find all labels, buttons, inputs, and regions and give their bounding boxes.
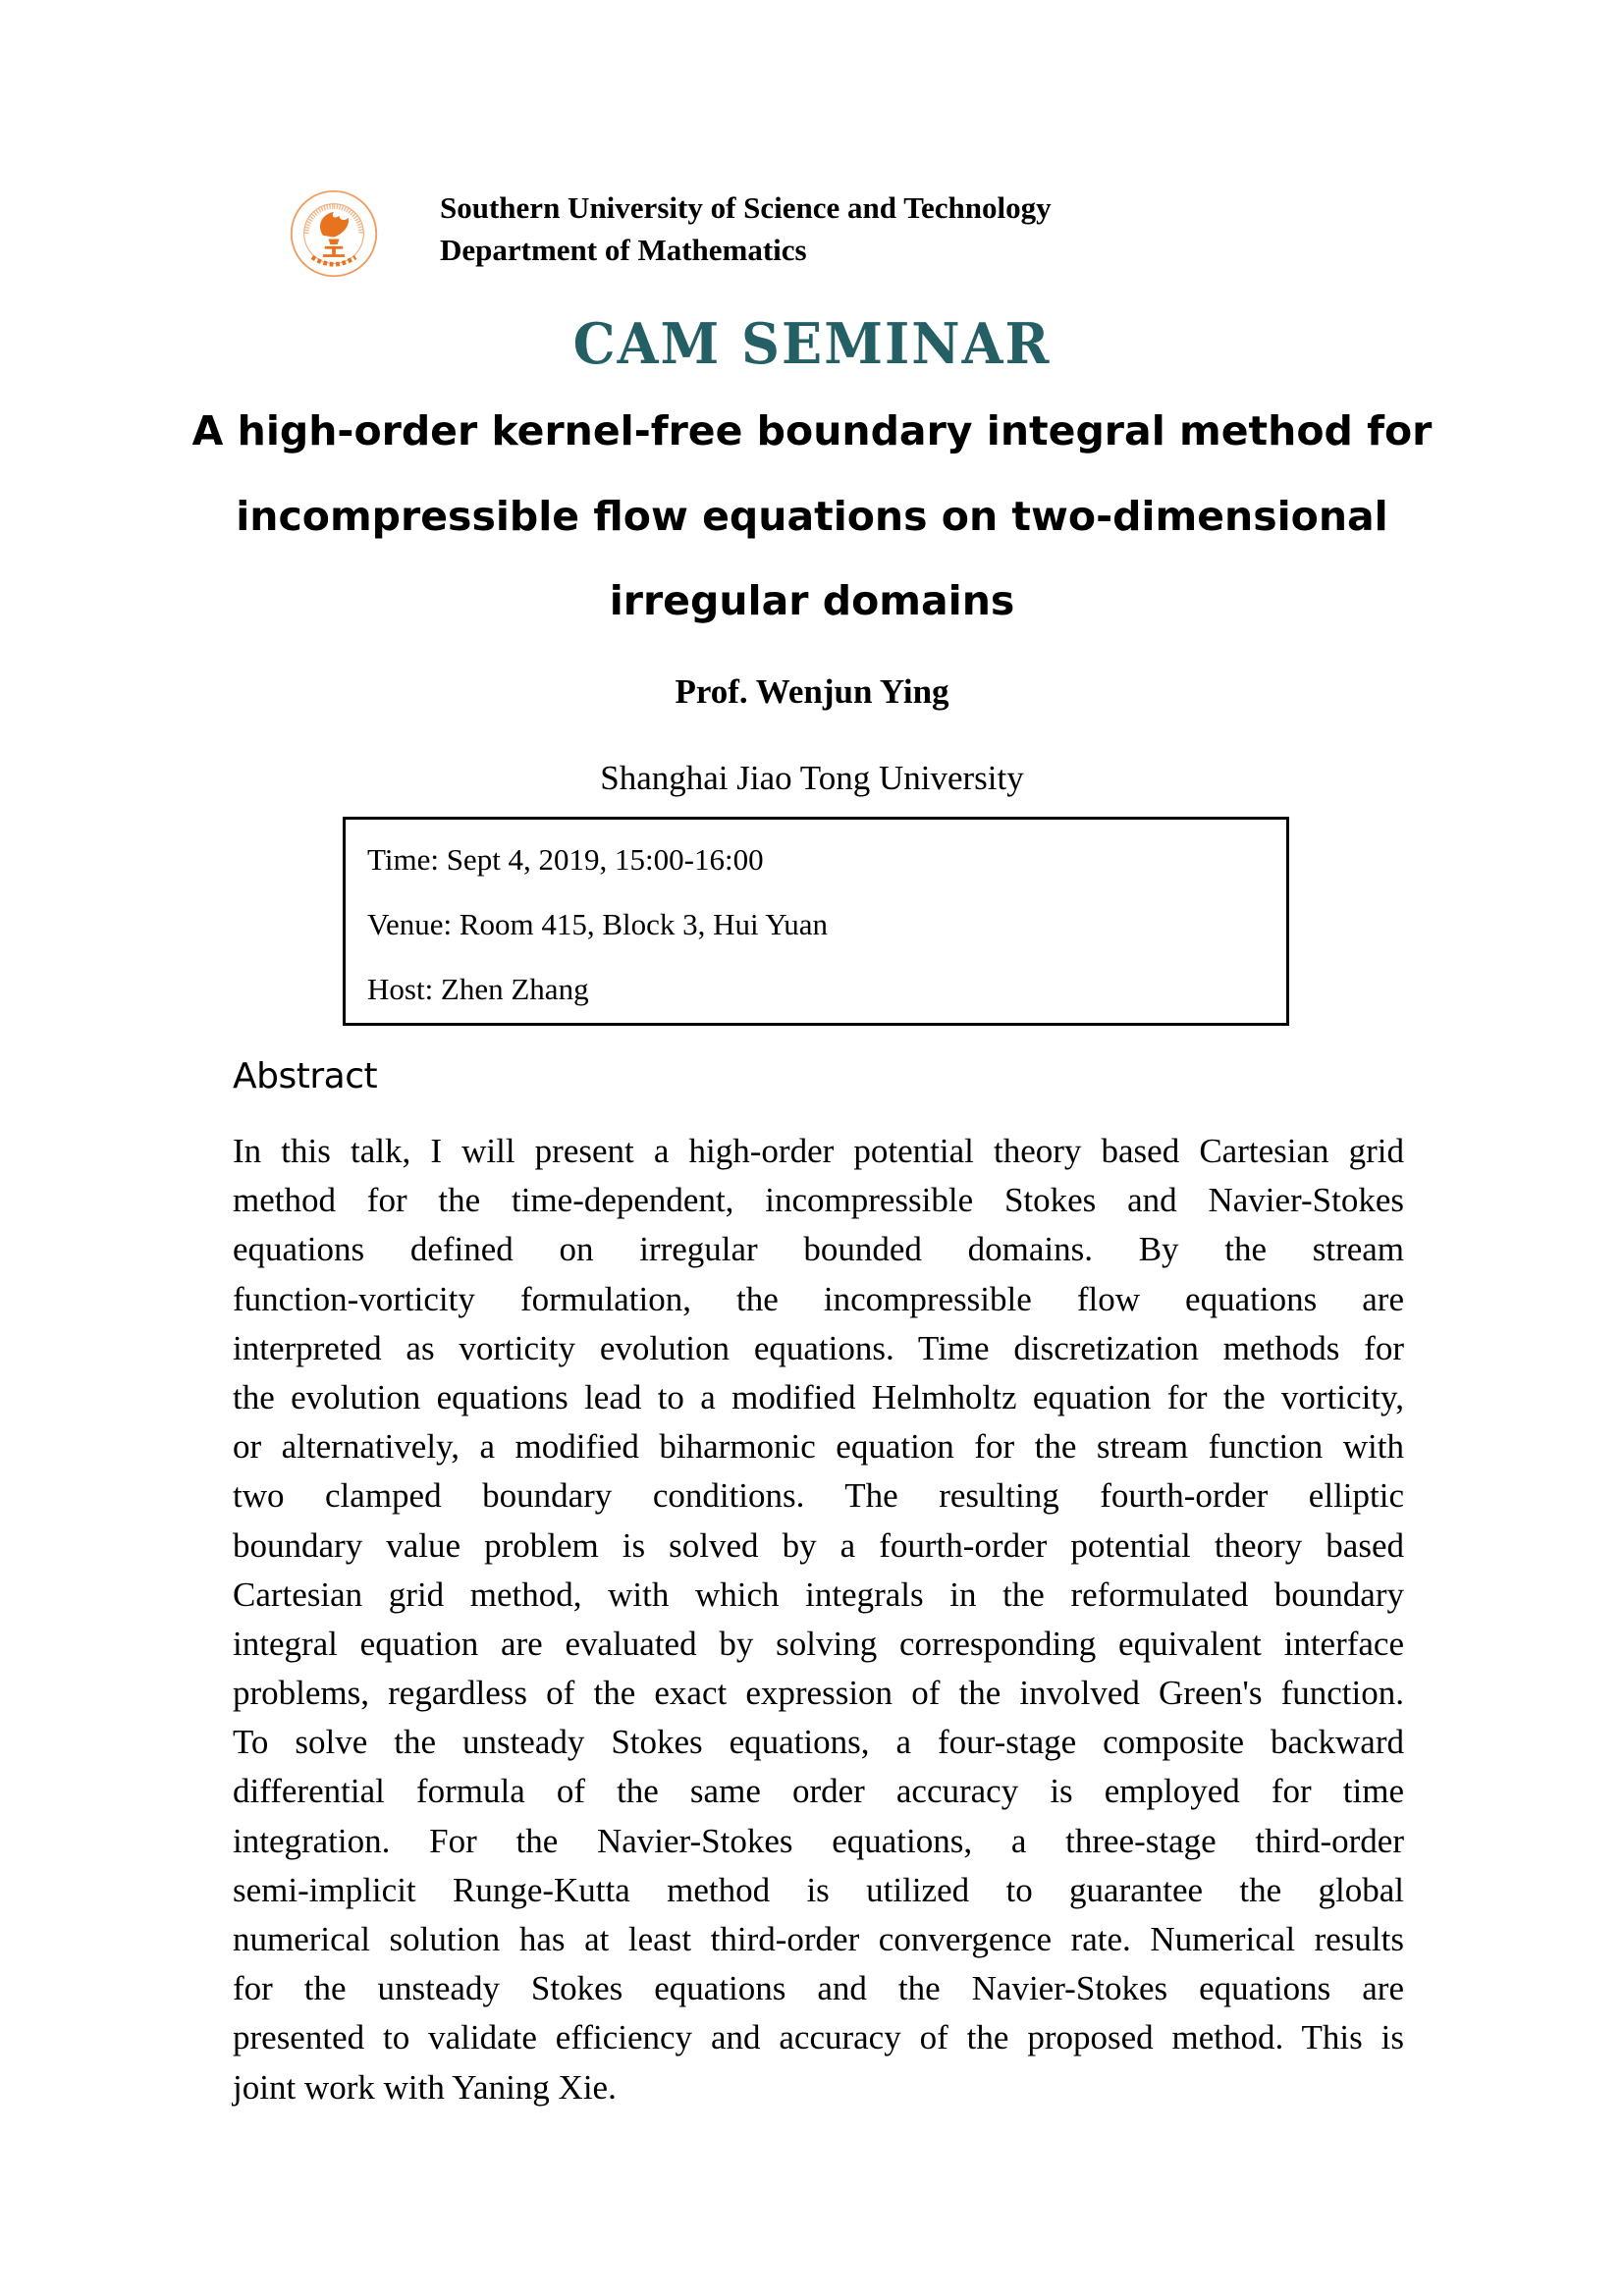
institution-name: Southern University of Science and Technology xyxy=(440,190,1052,225)
talk-title-line: irregular domains xyxy=(609,577,1015,624)
event-info-box xyxy=(343,817,1289,1026)
abstract-line: interpreted as vorticity evolution equations. Time discretization methods for xyxy=(233,1328,1404,1367)
abstract-line: equations defined on irregular bounded domains. By the stream xyxy=(233,1230,1404,1269)
abstract-line: integration. For the Navier-Stokes equations, a three-stage third-order xyxy=(233,1821,1404,1860)
abstract-line: In this talk, I will present a high-order potential theory based Cartesian grid xyxy=(233,1132,1404,1170)
abstract-line: semi-implicit Runge-Kutta method is utilized to guarantee the global xyxy=(233,1870,1404,1909)
abstract-line: boundary value problem is solved by a fourth-order potential theory based xyxy=(233,1525,1404,1565)
abstract-heading: Abstract xyxy=(233,1056,378,1096)
abstract-line: the evolution equations lead to a modified Helmholtz equation for the vorticity, xyxy=(233,1377,1404,1416)
abstract-line: method for the time-dependent, incompressible Stokes and Navier-Stokes xyxy=(233,1181,1404,1220)
event-time: Time: Sept 4, 2019, 15:00-16:00 xyxy=(367,842,764,877)
event-venue: Venue: Room 415, Block 3, Hui Yuan xyxy=(367,907,828,941)
university-logo xyxy=(289,188,379,279)
seminar-label: CAM SEMINAR xyxy=(572,310,1052,377)
abstract-line: To solve the unsteady Stokes equations, a four-stage composite backward xyxy=(233,1723,1404,1762)
abstract-body xyxy=(233,1127,1404,2112)
abstract-line: function-vorticity formulation, the incompressible flow equations are xyxy=(233,1279,1404,1318)
abstract-line: presented to validate efficiency and accuracy of the proposed method. This is xyxy=(233,2018,1404,2057)
abstract-line: numerical solution has at least third-order convergence rate. Numerical results xyxy=(233,1920,1404,1958)
abstract-line: problems, regardless of the exact expression of the involved Green's function. xyxy=(233,1674,1404,1713)
talk-title-line: incompressible flow equations on two-dimensional xyxy=(236,493,1388,540)
abstract-line: joint work with Yaning Xie. xyxy=(233,2067,617,2107)
speaker-name: Prof. Wenjun Ying xyxy=(675,672,949,711)
department-name: Department of Mathematics xyxy=(440,233,807,267)
talk-title-line: A high-order kernel-free boundary integral method for xyxy=(191,407,1433,454)
abstract-line: integral equation are evaluated by solving corresponding equivalent interface xyxy=(233,1624,1404,1663)
abstract-line: differential formula of the same order accuracy is employed for time xyxy=(233,1772,1404,1811)
abstract-line: two clamped boundary conditions. The resulting fourth-order elliptic xyxy=(233,1476,1404,1516)
abstract-line: Cartesian grid method, with which integrals in the reformulated boundary xyxy=(233,1575,1404,1614)
event-host: Host: Zhen Zhang xyxy=(367,972,589,1006)
abstract-line: for the unsteady Stokes equations and the Navier-Stokes equations are xyxy=(233,1969,1404,2008)
speaker-affiliation: Shanghai Jiao Tong University xyxy=(600,759,1024,797)
abstract-line: or alternatively, a modified biharmonic equation for the stream function with xyxy=(233,1427,1404,1467)
